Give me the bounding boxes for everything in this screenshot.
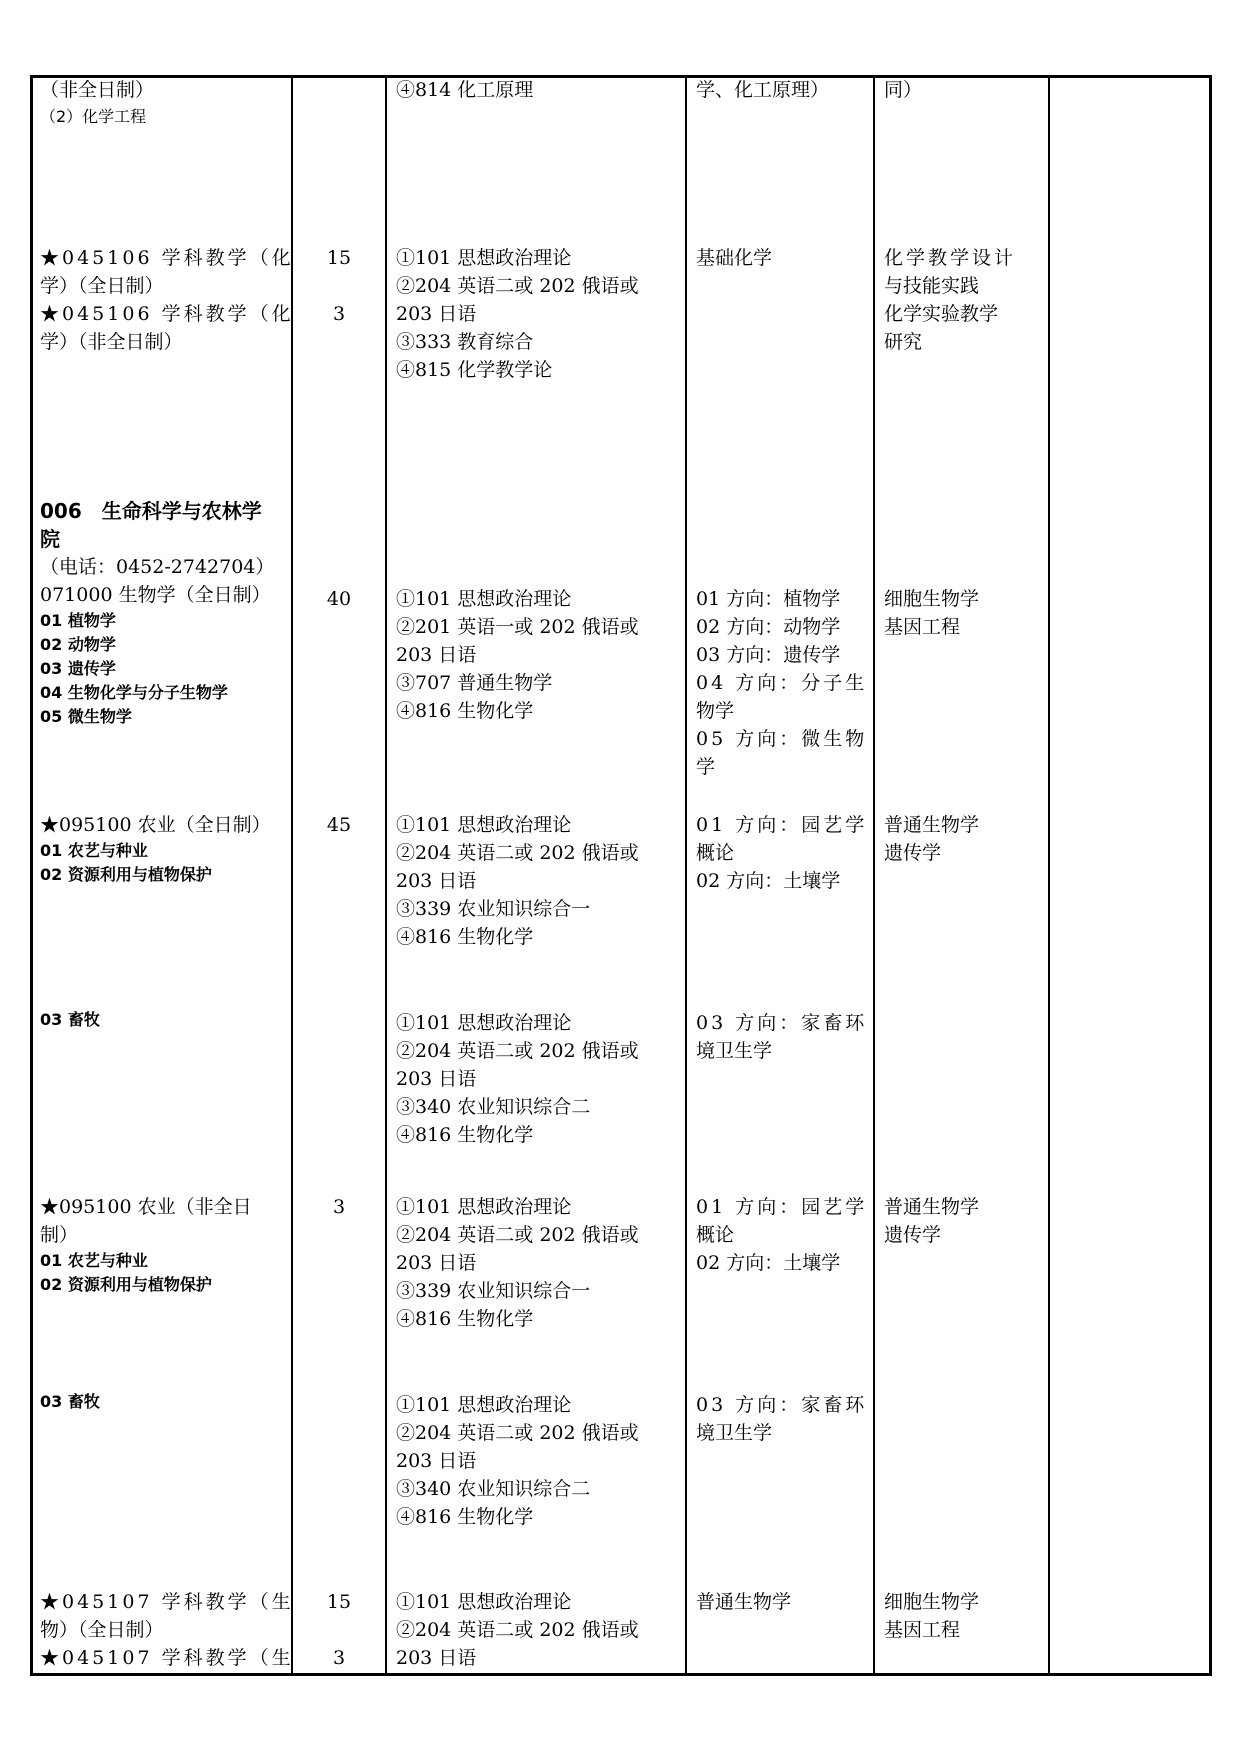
equivalent-exam-line: 基因工程	[884, 1619, 961, 1641]
quota-value: 40	[326, 588, 352, 610]
equivalent-exam-cell	[884, 811, 979, 867]
reexam-cell	[696, 1588, 791, 1616]
reexam-line: 03 方向：家畜环	[696, 1012, 868, 1034]
equivalent-exam-cell	[884, 76, 922, 104]
exam-subjects-cell	[396, 244, 639, 384]
program-sub-cell	[40, 1388, 100, 1416]
program-line: ★045106 学科教学（化	[40, 303, 294, 325]
reexam-line: 学	[696, 756, 716, 778]
college-header	[40, 497, 262, 553]
exam-subjects-cell	[396, 811, 639, 951]
reexam-line: 物学	[696, 700, 735, 722]
program-line: ★045107 学科教学（生	[40, 1591, 294, 1613]
program-line: 制）	[40, 1224, 79, 1246]
program-sub-line: 02 资源利用与植物保护	[40, 865, 212, 884]
reexam-cell	[696, 76, 829, 104]
quota-cell	[293, 1588, 385, 1672]
quota-value: 15	[326, 1591, 352, 1613]
exam-subject-line: ①101 思想政治理论	[396, 1394, 572, 1416]
quota-value: 3	[332, 1647, 346, 1669]
quota-cell	[293, 811, 385, 839]
reexam-line: 境卫生学	[696, 1040, 773, 1062]
equivalent-exam-line: 同）	[884, 79, 923, 101]
exam-subject-line: ④816 生物化学	[396, 700, 534, 722]
equivalent-exam-cell	[884, 585, 979, 641]
program-line: 学）（非全日制）	[40, 331, 183, 353]
reexam-line: 03 方向：遗传学	[696, 644, 841, 666]
exam-subject-line: ④814 化工原理	[396, 79, 534, 101]
program-sub-cell	[40, 1249, 212, 1297]
equivalent-exam-line: 化学教学设计	[884, 247, 1017, 269]
program-line: 071000 生物学（全日制）	[40, 584, 271, 606]
exam-subjects-cell	[396, 76, 533, 104]
exam-subject-line: ②204 英语二或 202 俄语或	[396, 1422, 639, 1444]
program-sub-line: 03 遗传学	[40, 659, 116, 678]
exam-subjects-cell	[396, 1193, 639, 1333]
reexam-line: 学、化工原理）	[696, 79, 830, 101]
college-name-line: 006 生命科学与农林学	[40, 499, 262, 523]
program-line: 学）（全日制）	[40, 275, 164, 297]
exam-subject-line: 203 日语	[396, 303, 477, 325]
exam-subject-line: ③339 农业知识综合一	[396, 898, 591, 920]
exam-subject-line: ③340 农业知识综合二	[396, 1096, 591, 1118]
equivalent-exam-cell	[884, 1193, 979, 1249]
reexam-cell	[696, 244, 772, 272]
reexam-line: 04 方向：分子生	[696, 672, 868, 694]
exam-subject-line: ②204 英语二或 202 俄语或	[396, 1224, 639, 1246]
exam-subjects-cell	[396, 1009, 639, 1149]
program-sub-line: 03 畜牧	[40, 1010, 100, 1029]
reexam-line: 03 方向：家畜环	[696, 1394, 868, 1416]
program-sub-line: 01 农艺与种业	[40, 841, 148, 860]
exam-subject-line: ③340 农业知识综合二	[396, 1478, 591, 1500]
exam-subject-line: 203 日语	[396, 1647, 477, 1669]
quota-cell	[293, 1193, 385, 1221]
exam-subject-line: ①101 思想政治理论	[396, 1591, 572, 1613]
exam-subject-line: ①101 思想政治理论	[396, 247, 572, 269]
program-cell	[40, 1193, 252, 1249]
reexam-line: 02 方向：动物学	[696, 616, 841, 638]
equivalent-exam-line: 细胞生物学	[884, 1591, 980, 1613]
phone-text: （电话：0452-2742704）	[40, 556, 275, 578]
exam-subject-line: ①101 思想政治理论	[396, 1196, 572, 1218]
exam-subject-line: ①101 思想政治理论	[396, 814, 572, 836]
reexam-line: 01 方向：园艺学	[696, 1196, 868, 1218]
equivalent-exam-line: 普通生物学	[884, 814, 980, 836]
college-name-line: 院	[40, 527, 60, 551]
program-sub-line: 02 动物学	[40, 635, 116, 654]
exam-subject-line: ②204 英语二或 202 俄语或	[396, 1619, 639, 1641]
quota-value: 3	[332, 1196, 346, 1218]
exam-subjects-cell	[396, 1588, 639, 1672]
equivalent-exam-line: 基因工程	[884, 616, 961, 638]
exam-subjects-cell	[396, 585, 639, 725]
program-line: ★095100 农业（非全日	[40, 1196, 252, 1218]
equivalent-exam-cell	[884, 244, 1016, 356]
exam-subject-line: ③339 农业知识综合一	[396, 1280, 591, 1302]
program-sub-cell	[40, 609, 228, 729]
college-phone	[40, 553, 274, 581]
quota-value: 3	[332, 303, 346, 325]
column-divider	[685, 75, 687, 1676]
exam-subject-line: ④816 生物化学	[396, 1506, 534, 1528]
program-sub-cell	[40, 103, 146, 131]
reexam-line: 01 方向：植物学	[696, 588, 841, 610]
program-sub-line: 04 生物化学与分子生物学	[40, 683, 228, 702]
exam-subject-line: ②204 英语二或 202 俄语或	[396, 842, 639, 864]
exam-subject-line: ①101 思想政治理论	[396, 588, 572, 610]
equivalent-exam-line: 遗传学	[884, 1224, 942, 1246]
program-cell	[40, 581, 271, 609]
column-divider	[1048, 75, 1050, 1676]
reexam-line: 境卫生学	[696, 1422, 773, 1444]
exam-subject-line: 203 日语	[396, 644, 477, 666]
program-sub-line: 01 农艺与种业	[40, 1251, 148, 1270]
quota-cell	[293, 585, 385, 613]
reexam-cell	[696, 585, 867, 781]
quota-value: 15	[326, 247, 352, 269]
exam-subject-line: ④816 生物化学	[396, 1308, 534, 1330]
program-cell	[40, 76, 154, 104]
exam-subject-line: ③333 教育综合	[396, 331, 534, 353]
exam-subject-line: ②204 英语二或 202 俄语或	[396, 275, 639, 297]
program-sub-line: 05 微生物学	[40, 707, 132, 726]
reexam-line: 普通生物学	[696, 1591, 792, 1613]
reexam-line: 基础化学	[696, 247, 773, 269]
equivalent-exam-line: 与技能实践	[884, 275, 980, 297]
program-sub-line: 02 资源利用与植物保护	[40, 1275, 212, 1294]
reexam-line: 概论	[696, 1224, 735, 1246]
reexam-line: 01 方向：园艺学	[696, 814, 868, 836]
program-line: ★045107 学科教学（生	[40, 1647, 294, 1669]
exam-subject-line: ③707 普通生物学	[396, 672, 553, 694]
exam-subject-line: ④816 生物化学	[396, 926, 534, 948]
program-cell	[40, 811, 271, 839]
quota-cell	[293, 244, 385, 328]
reexam-cell	[696, 1009, 867, 1065]
exam-subject-line: ④816 生物化学	[396, 1124, 534, 1146]
program-line: （非全日制）	[40, 79, 155, 101]
reexam-cell	[696, 1391, 867, 1447]
equivalent-exam-line: 细胞生物学	[884, 588, 980, 610]
program-line: ★045106 学科教学（化	[40, 247, 294, 269]
reexam-line: 概论	[696, 842, 735, 864]
reexam-cell	[696, 1193, 867, 1277]
exam-subject-line: 203 日语	[396, 1450, 477, 1472]
exam-subject-line: ②201 英语一或 202 俄语或	[396, 616, 639, 638]
program-sub-cell	[40, 839, 212, 887]
exam-subject-line: ①101 思想政治理论	[396, 1012, 572, 1034]
exam-subject-line: ②204 英语二或 202 俄语或	[396, 1040, 639, 1062]
column-divider	[385, 75, 387, 1676]
exam-subject-line: 203 日语	[396, 1252, 477, 1274]
program-sub-line: 01 植物学	[40, 611, 116, 630]
reexam-line: 02 方向：土壤学	[696, 1252, 841, 1274]
exam-subject-line: 203 日语	[396, 870, 477, 892]
equivalent-exam-line: 化学实验教学	[884, 303, 999, 325]
program-line: 物）（全日制）	[40, 1619, 164, 1641]
program-cell	[40, 1588, 294, 1672]
reexam-cell	[696, 811, 867, 895]
equivalent-exam-line: 普通生物学	[884, 1196, 980, 1218]
program-sub-line: （2）化学工程	[40, 107, 147, 126]
program-sub-line: 03 畜牧	[40, 1392, 100, 1411]
exam-subjects-cell	[396, 1391, 639, 1531]
equivalent-exam-line: 遗传学	[884, 842, 942, 864]
column-divider	[873, 75, 875, 1676]
equivalent-exam-line: 研究	[884, 331, 923, 353]
program-cell	[40, 244, 294, 356]
reexam-line: 02 方向：土壤学	[696, 870, 841, 892]
program-sub-cell	[40, 1006, 100, 1034]
exam-subject-line: ④815 化学教学论	[396, 359, 553, 381]
reexam-line: 05 方向：微生物	[696, 728, 868, 750]
equivalent-exam-cell	[884, 1588, 979, 1644]
exam-subject-line: 203 日语	[396, 1068, 477, 1090]
program-line: ★095100 农业（全日制）	[40, 814, 271, 836]
quota-value: 45	[326, 814, 352, 836]
